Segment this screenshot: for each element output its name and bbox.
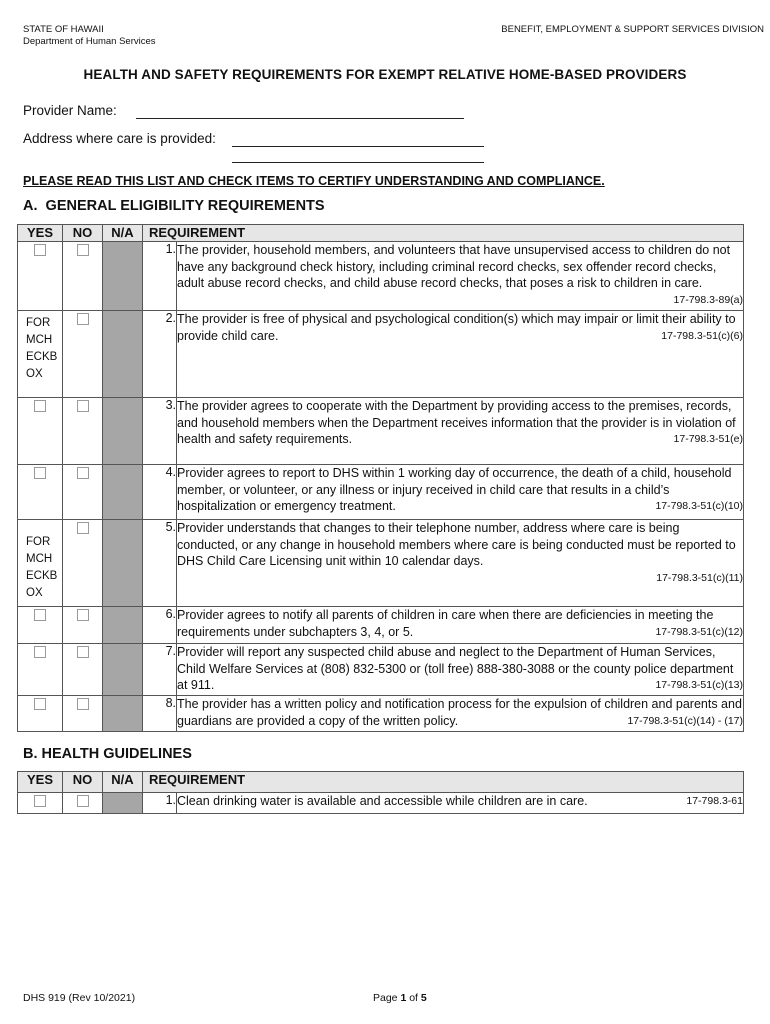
no-checkbox[interactable] — [77, 244, 89, 256]
no-checkbox[interactable] — [77, 646, 89, 658]
table-row — [18, 520, 744, 607]
citation: 17-798.3-51(c)(10) — [655, 500, 743, 513]
page-prefix: Page — [373, 992, 401, 1004]
col-no: NO — [63, 772, 103, 793]
division-label: BENEFIT, EMPLOYMENT & SUPPORT SERVICES DIVISION — [501, 24, 764, 35]
form-id: DHS 919 (Rev 10/2021) — [23, 992, 136, 1004]
citation: 17-798.3-89(a) — [673, 293, 743, 306]
page-current: 1 — [400, 992, 407, 1004]
table-header-row — [18, 225, 744, 242]
address-field-line-1[interactable] — [232, 146, 484, 147]
yes-checkbox[interactable] — [34, 795, 46, 807]
table-row — [18, 644, 744, 696]
instructions: PLEASE READ THIS LIST AND CHECK ITEMS TO CERTIFY UNDERSTANDING AND COMPLIANCE. — [23, 174, 605, 188]
item-number: 3. — [143, 398, 177, 465]
table-row — [18, 465, 744, 520]
requirement-text — [177, 311, 744, 398]
no-checkbox[interactable] — [77, 795, 89, 807]
item-number: 7. — [143, 644, 177, 696]
section-a-table — [17, 224, 744, 732]
citation: 17-798.3-51(e) — [673, 433, 743, 446]
requirement-body: Clean drinking water is available and accessible while children are in care. — [177, 794, 588, 808]
requirement-body: Provider will report any suspected child abuse and neglect to the Department of Human Services, Child Welfare Services at (808) 832-5300 or (toll free) 888-380-3088 or the county police department at 911. — [177, 645, 734, 693]
no-checkbox[interactable] — [77, 698, 89, 710]
na-cell — [103, 696, 143, 732]
section-b-table — [17, 771, 744, 814]
department-label: Department of Human Services — [23, 36, 156, 47]
na-cell — [103, 607, 143, 644]
requirement-text — [177, 607, 744, 644]
col-requirement: REQUIREMENT — [143, 225, 744, 242]
table-row — [18, 696, 744, 732]
address-field-line-2[interactable] — [232, 162, 484, 163]
na-cell — [103, 242, 143, 311]
no-checkbox[interactable] — [77, 609, 89, 621]
table-row — [18, 242, 744, 311]
requirement-text — [177, 465, 744, 520]
item-number: 4. — [143, 465, 177, 520]
requirement-text — [177, 242, 744, 311]
page-indicator — [373, 992, 427, 1004]
yes-note: FOR MCH ECKB OX — [26, 536, 58, 599]
na-cell — [103, 465, 143, 520]
no-checkbox[interactable] — [77, 522, 89, 534]
item-number: 1. — [143, 793, 177, 814]
col-yes: YES — [18, 772, 63, 793]
table-row — [18, 607, 744, 644]
item-number: 8. — [143, 696, 177, 732]
requirement-text — [177, 520, 744, 607]
yes-checkbox[interactable] — [34, 400, 46, 412]
provider-name-field[interactable] — [136, 118, 464, 119]
yes-note: FOR MCH ECKB OX — [26, 317, 58, 380]
requirement-body: Provider agrees to report to DHS within 1 working day of occurrence, the death of a child, household member, or volunteer, or any illness or injury received in child care that results in a child’s hospitalization or emergency treatment. — [177, 466, 732, 514]
requirement-body: The provider has a written policy and notification process for the expulsion of children and parents and guardians are provided a copy of the written policy. — [177, 697, 742, 728]
col-no: NO — [63, 225, 103, 242]
na-cell — [103, 398, 143, 465]
col-yes: YES — [18, 225, 63, 242]
citation: 17-798.3-51(c)(14) - (17) — [627, 714, 743, 727]
table-row — [18, 793, 744, 814]
state-label: STATE OF HAWAII — [23, 24, 104, 35]
address-label: Address where care is provided: — [23, 131, 216, 146]
citation: 17-798.3-51(c)(11) — [656, 571, 743, 584]
item-number: 6. — [143, 607, 177, 644]
table-header-row — [18, 772, 744, 793]
yes-checkbox[interactable] — [34, 609, 46, 621]
section-a-title: A. GENERAL ELIGIBILITY REQUIREMENTS — [23, 198, 325, 214]
na-cell — [103, 520, 143, 607]
yes-checkbox[interactable] — [34, 698, 46, 710]
requirement-text — [177, 696, 744, 732]
citation: 17-798.3-51(c)(13) — [655, 679, 743, 692]
item-number: 1. — [143, 242, 177, 311]
requirement-body: The provider agrees to cooperate with the Department by providing access to the premises, records, and household members when the Department receives information that the provider is in violation of health and safety requirements. — [177, 399, 736, 447]
na-cell — [103, 644, 143, 696]
requirement-text — [177, 644, 744, 696]
page-of: of — [406, 992, 421, 1004]
no-checkbox[interactable] — [77, 400, 89, 412]
requirement-body: Provider agrees to notify all parents of children in care when there are deficiencies in meeting the requirements under subchapters 3, 4, or 5. — [177, 608, 714, 639]
item-number: 2. — [143, 311, 177, 398]
citation: 17-798.3-51(c)(6) — [661, 329, 743, 342]
no-checkbox[interactable] — [77, 313, 89, 325]
yes-checkbox[interactable] — [34, 244, 46, 256]
citation: 17-798.3-61 — [686, 795, 743, 807]
requirement-text — [177, 793, 744, 814]
yes-checkbox[interactable] — [34, 467, 46, 479]
page-total: 5 — [420, 992, 427, 1004]
table-row — [18, 398, 744, 465]
col-na: N/A — [103, 225, 143, 242]
table-row — [18, 311, 744, 398]
form-title: HEALTH AND SAFETY REQUIREMENTS FOR EXEMPT RELATIVE HOME-BASED PROVIDERS — [83, 67, 687, 82]
col-requirement: REQUIREMENT — [143, 772, 744, 793]
col-na: N/A — [103, 772, 143, 793]
section-b-title: B. HEALTH GUIDELINES — [23, 746, 192, 762]
requirement-text — [177, 398, 744, 465]
na-cell — [103, 311, 143, 398]
no-checkbox[interactable] — [77, 467, 89, 479]
requirement-body: The provider is free of physical and psychological condition(s) which may impair or limit their ability to provide child care. — [177, 312, 736, 343]
requirement-body: Provider understands that changes to their telephone number, address where care is being conducted, or any change in household members where care is being conducted must be reported to DHS Child Care Licensing unit within 10 calendar days. — [177, 521, 736, 569]
requirement-body: The provider, household members, and volunteers that have unsupervised access to children do not have any background check history, including criminal record checks, sex offender record checks, adult abuse record checks, and child abuse record checks, that poses a risk to children in care. — [177, 243, 731, 291]
yes-checkbox[interactable] — [34, 646, 46, 658]
na-cell — [103, 793, 143, 814]
item-number: 5. — [143, 520, 177, 607]
provider-name-label: Provider Name: — [23, 103, 117, 118]
citation: 17-798.3-51(c)(12) — [655, 625, 743, 638]
